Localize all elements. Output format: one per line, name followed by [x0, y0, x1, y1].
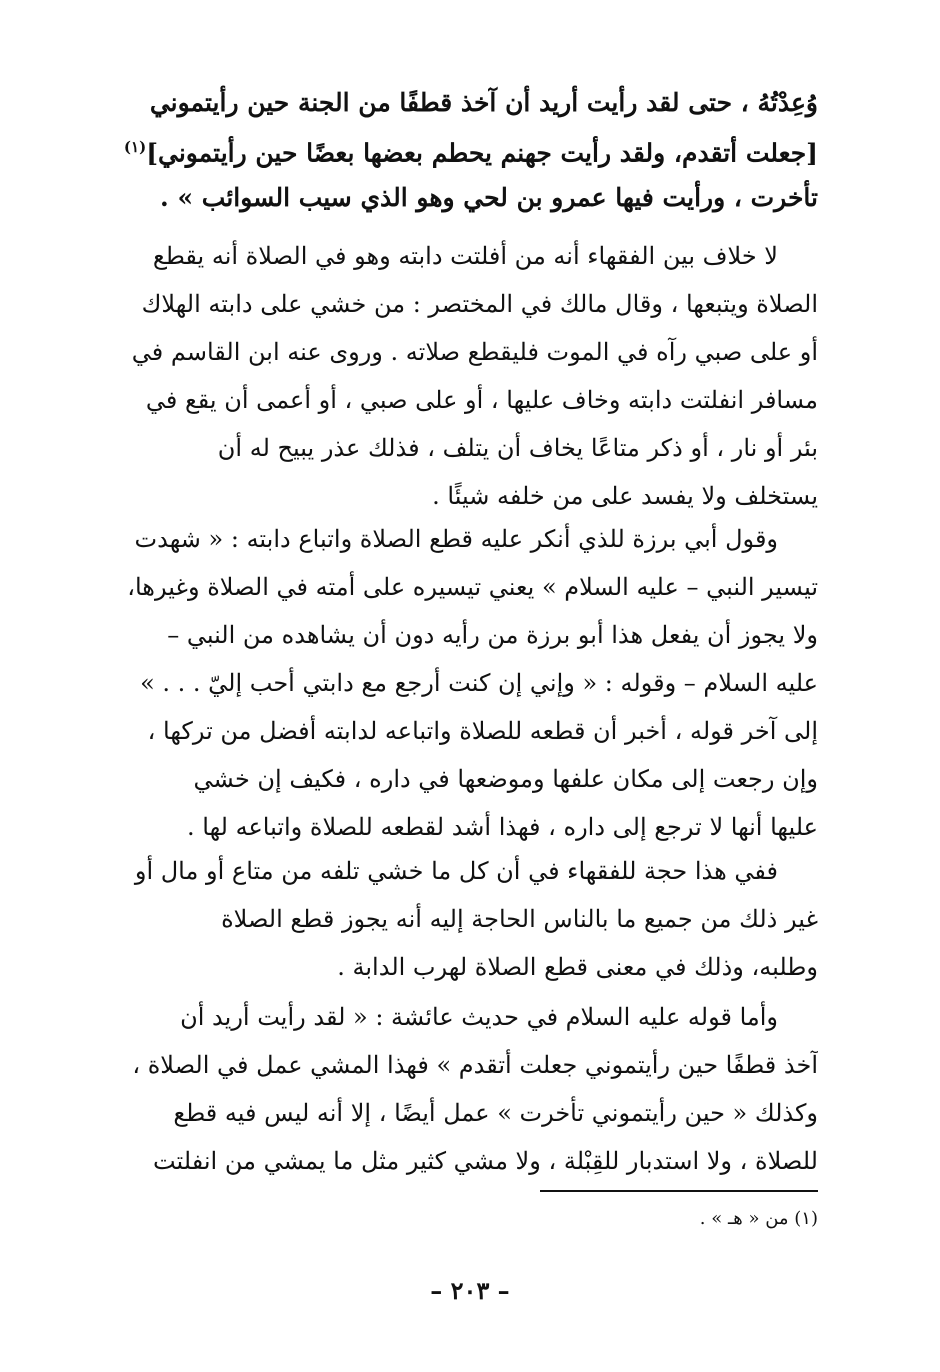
paragraph-line: إلى آخر قوله ، أخبر أن قطعه للصلاة واتباعه لدابته أفضل من تركها ، [147, 717, 818, 745]
hadith-line: وُعِدْتُهُ ، حتى لقد رأيت أريد أن آخذ قطفًا من الجنة حين رأيتموني [149, 88, 818, 117]
paragraph-line: وإن رجعت إلى مكان علفها وموضعها في داره ، فكيف إن خشي [193, 765, 818, 793]
page-number: – ٢٠٣ – [430, 1276, 510, 1305]
paragraph-line: للصلاة ، ولا استدبار للقِبْلة ، ولا مشي كثير مثل ما يمشي من انفلتت [152, 1147, 818, 1175]
hadith-continuation [120, 80, 818, 220]
paragraph-line: الصلاة ويتبعها ، وقال مالك في المختصر : من خشي على دابته الهلاك [141, 290, 818, 318]
paragraph-line: ففي هذا حجة للفقهاء في أن كل ما خشي تلفه من متاع أو مال أو [134, 857, 778, 885]
paragraph-line: ولا يجوز أن يفعل هذا أبو برزة من رأيه دون أن يشاهده من النبي – [167, 621, 818, 649]
hadith-line-with-footnote [120, 125, 818, 175]
paragraph-proof [120, 847, 818, 991]
paragraph-line: مسافر انفلتت دابته وخاف عليها ، أو على صبي ، أو أعمى أن يقع في [145, 386, 818, 414]
footnote-marker: (١) [123, 138, 147, 156]
footnote-divider [540, 1190, 818, 1192]
paragraph-line: تيسير النبي – عليه السلام » يعني تيسيره على أمته في الصلاة وغيرها، [127, 573, 818, 601]
paragraph-aishah-hadith [120, 993, 818, 1185]
paragraph-line: يستخلف ولا يفسد على من خلفه شيئًا . [432, 482, 818, 510]
footnote: (١) من « هـ » . [699, 1208, 818, 1229]
paragraph-line: وأما قوله عليه السلام في حديث عائشة : « لقد رأيت أريد أن [180, 1003, 778, 1031]
hadith-line: تأخرت ، ورأيت فيها عمرو بن لحي وهو الذي سيب السوائب » . [160, 183, 818, 213]
paragraph-line: عليها أنها لا ترجع إلى داره ، فهذا أشد لقطعه للصلاة واتباعه لها . [187, 813, 818, 841]
hadith-line-text: [جعلت أتقدم، ولقد رأيت جهنم يحطم بعضها بعضًا حين رأيتموني] [146, 138, 818, 168]
paragraph-line: عليه السلام – وقوله : « وإني إن كنت أرجع مع دابتي أحب إليّ . . . » [140, 669, 818, 697]
paragraph-line: بئر أو نار ، أو ذكر متاعًا يخاف أن يتلف ، فذلك عذر يبيح له أن [217, 434, 818, 462]
paragraph-line: وكذلك « حين رأيتموني تأخرت » عمل أيضًا ، إلا أنه ليس فيه قطع [173, 1099, 818, 1127]
paragraph-abu-barzah [120, 515, 818, 851]
paragraph-line: أو على صبي رآه في الموت فليقطع صلاته . وروى عنه ابن القاسم في [131, 338, 818, 366]
paragraph-line: غير ذلك من جميع ما بالناس الحاجة إليه أنه يجوز قطع الصلاة [221, 905, 818, 933]
paragraph-line: لا خلاف بين الفقهاء أنه من أفلتت دابته وهو في الصلاة أنه يقطع [152, 242, 778, 270]
paragraph-line: وطلبه، وذلك في معنى قطع الصلاة لهرب الدابة . [337, 953, 818, 981]
paragraph-line: وقول أبي برزة للذي أنكر عليه قطع الصلاة واتباع دابته : « شهدت [134, 525, 778, 553]
paragraph-fiqh-consensus [120, 232, 818, 520]
paragraph-line: آخذ قطفًا حين رأيتموني جعلت أتقدم » فهذا المشي عمل في الصلاة ، [132, 1051, 818, 1079]
